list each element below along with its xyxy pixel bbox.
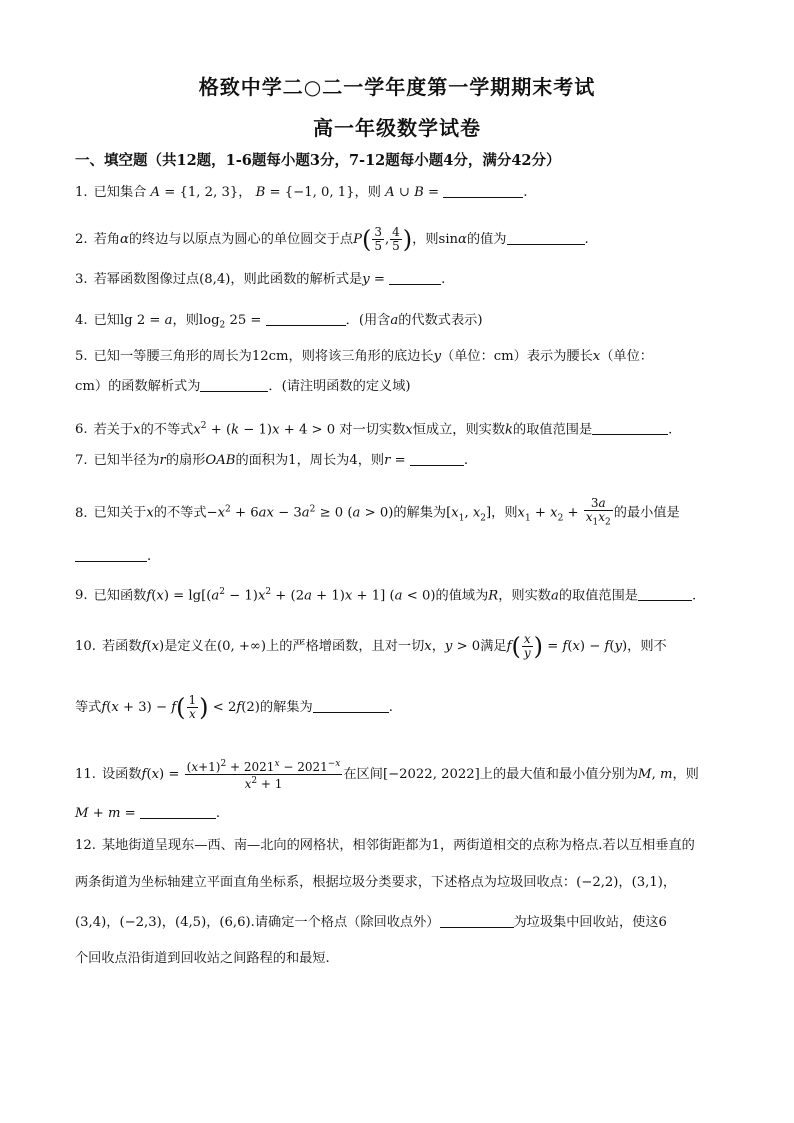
answer-blank[interactable]	[313, 698, 389, 713]
exam-title: 格致中学二○二一学年度第一学期期末考试	[198, 75, 596, 99]
question-10: 10. 若函数f(x)是定义在(0, +∞)上的严格增函数，且对一切x，y > 0满足f( $\frac{x}{y}$ ) = f(x) − f(y)，则不	[75, 632, 667, 661]
answer-blank[interactable]	[443, 183, 523, 198]
answer-blank[interactable]	[507, 230, 585, 245]
question-9: 9. 已知函数$f(x) = \lg[(a^2 - 1)x^2 + (2a + 1)x + 1] (a < 0)$的值域为R，则实数a的取值范围是 .	[75, 587, 697, 604]
question-12-line2: 两条街道为坐标轴建立平面直角坐标系，根据垃圾分类要求，下述格点为垃圾回收点：(−2,2)，(3,1)，	[75, 875, 677, 890]
question-5-cont: cm）的函数解析式为 ．(请注明函数的定义域)	[75, 379, 411, 394]
question-4: 4. 已知lg 2 = a，则$\log_2 25$ = ．(用含a的代数式表示)	[75, 313, 483, 331]
question-8-cont: .	[75, 547, 151, 567]
section-heading: 一、填空题（共12题，1-6题每小题3分，7-12题每小题4分，满分42分）	[75, 152, 561, 169]
answer-blank[interactable]	[410, 451, 464, 466]
question-2: 2. 若角α的终边与以原点为圆心的单位圆交于点P( $\frac{3}{5}$ , $\frac{4}{5}$ )，则sinα的值为 .	[75, 225, 589, 254]
answer-blank[interactable]	[440, 913, 514, 928]
exam-subtitle: 高一年级数学试卷	[313, 116, 481, 140]
answer-blank[interactable]	[638, 586, 692, 601]
question-6: 6. 若关于x的不等式$x^2 + (k - 1)x + 4 > 0$ 对一切实数x恒成立，则实数k的取值范围是 .	[75, 421, 673, 438]
answer-blank[interactable]	[200, 377, 268, 392]
question-11: 11. 设函数f(x) = $\frac{(x+1)^2 + 2021^x - 2021^{-x}}{x^2 + 1}$ 在区间[−2022, 2022]上的最大值和最小值分别为M, m，则	[75, 759, 699, 791]
question-12-line3: (3,4)，(−2,3)，(4,5)，(6,6).请确定一个格点（除回收点外） 为垃圾集中回收站，使这6	[75, 915, 667, 930]
question-11-cont: M + m = .	[75, 806, 221, 821]
answer-blank[interactable]	[75, 547, 147, 562]
question-10-cont: 等式f(x + 3) − f( $\frac{1}{x}$ ) < 2f(2)的解集为 .	[75, 693, 393, 722]
answer-blank[interactable]	[140, 804, 216, 819]
question-1: 1. 已知集合 A = {1, 2, 3}， B = {−1, 0, 1}，则 A ∪ B = .	[75, 185, 528, 200]
answer-blank[interactable]	[389, 270, 441, 285]
question-5: 5. 已知一等腰三角形的周长为12cm，则将该三角形的底边长y（单位：cm）表示为腰长x（单位：	[75, 349, 653, 364]
question-7: 7. 已知半径为r的扇形OAB的面积为1，周长为4，则r = .	[75, 453, 469, 468]
question-3: 3. 若幂函数图像过点(8,4)，则此函数的解析式是y = .	[75, 272, 446, 287]
answer-blank[interactable]	[266, 311, 346, 326]
question-12: 12. 某地街道呈现东—西、南—北向的网格状，相邻街距都为1，两街道相交的点称为格点.若以互相垂直的	[75, 838, 695, 853]
answer-blank[interactable]	[592, 420, 668, 435]
question-8: 8. 已知关于x的不等式$-x^2 + 6ax - 3a^2 \ge 0$ (a > 0)的解集为[$x_1$, $x_2$]，则$x_1 + x_2$ + $\frac{3a}{x_1x_2}$ 的最小值是	[75, 496, 680, 528]
question-12-line4: 个回收点沿街道到回收站之间路程的和最短.	[75, 951, 330, 966]
